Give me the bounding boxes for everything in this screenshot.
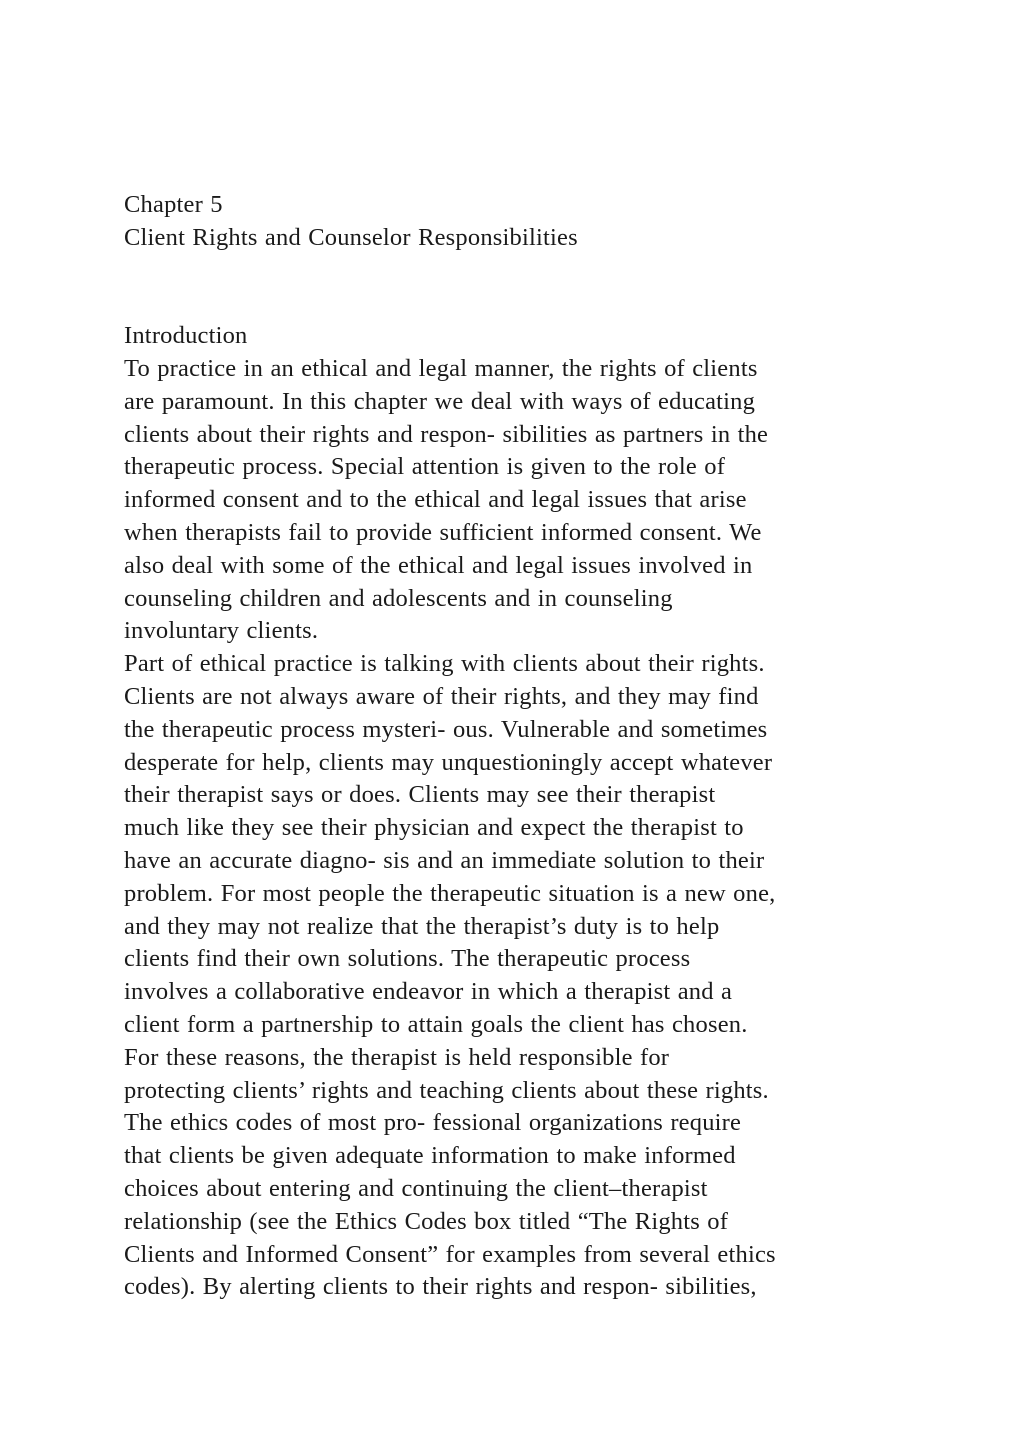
body-line: have an accurate diagno- sis and an immediate solution to their [124, 846, 765, 874]
chapter-title: Client Rights and Counselor Responsibilities [124, 223, 578, 251]
section-heading: Introduction [124, 322, 248, 350]
body-line: that clients be given adequate information to make informed [124, 1142, 736, 1170]
body-line: codes). By alerting clients to their rights and respon- sibilities, [124, 1273, 757, 1301]
section-spacer [124, 255, 924, 321]
body-line: client form a partnership to attain goals the client has chosen. [124, 1010, 748, 1038]
body-line: choices about entering and continuing the client–therapist [124, 1174, 708, 1202]
body-line: The ethics codes of most pro- fessional organizations require [124, 1109, 742, 1137]
body-line: are paramount. In this chapter we deal with ways of educating [124, 387, 756, 415]
body-line: the therapeutic process mysteri- ous. Vulnerable and sometimes [124, 715, 768, 743]
body-line: desperate for help, clients may unquestioningly accept whatever [124, 748, 773, 776]
chapter-label: Chapter 5 [124, 191, 223, 218]
body-line: also deal with some of the ethical and legal issues involved in [124, 551, 753, 579]
body-line: when therapists fail to provide sufficient informed consent. We [124, 518, 762, 546]
body-line: problem. For most people the therapeutic situation is a new one, [124, 879, 776, 907]
body-line: clients about their rights and respon- sibilities as partners in the [124, 420, 769, 448]
body-line: therapeutic process. Special attention is given to the role of [124, 453, 726, 481]
body-line: involuntary clients. [124, 617, 319, 645]
body-line: and they may not realize that the therapist’s duty is to help [124, 912, 720, 940]
body-line: Clients and Informed Consent” for examples from several ethics [124, 1240, 776, 1268]
body-line: For these reasons, the therapist is held responsible for [124, 1043, 670, 1071]
body-line: much like they see their physician and expect the therapist to [124, 814, 744, 842]
body-line: protecting clients’ rights and teaching clients about these rights. [124, 1076, 769, 1104]
body-line: informed consent and to the ethical and legal issues that arise [124, 486, 747, 514]
body-line: counseling children and adolescents and in counseling [124, 584, 673, 612]
body-line: Part of ethical practice is talking with clients about their rights. [124, 650, 765, 678]
body-line: their therapist says or does. Clients may see their therapist [124, 781, 716, 809]
document-body [124, 189, 924, 1304]
body-text [124, 353, 924, 1304]
body-line: Clients are not always aware of their rights, and they may find [124, 682, 759, 710]
body-line: involves a collaborative endeavor in which a therapist and a [124, 978, 733, 1006]
body-line: To practice in an ethical and legal manner, the rights of clients [124, 354, 758, 382]
body-line: clients find their own solutions. The therapeutic process [124, 945, 691, 973]
body-line: relationship (see the Ethics Codes box titled “The Rights of [124, 1207, 729, 1235]
